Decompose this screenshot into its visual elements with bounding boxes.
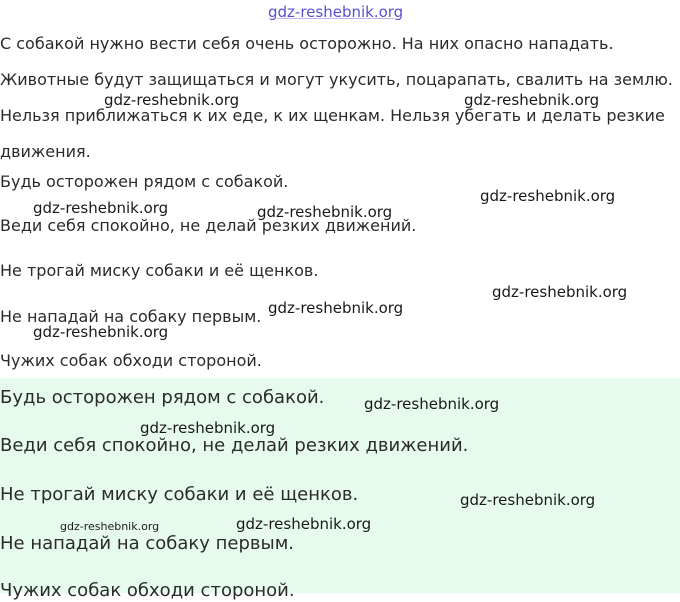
highlighted-line: Не нападай на собаку первым. [0,533,295,554]
text-line: Животные будут защищаться и могут укусить, поцарапать, свалить на землю. [0,70,673,89]
watermark-text: gdz-reshebnik.org [236,515,372,533]
watermark-text: gdz-reshebnik.org [33,199,169,217]
watermark-text: gdz-reshebnik.org [140,419,276,437]
watermark-text: gdz-reshebnik.org [33,323,169,341]
watermark-text: gdz-reshebnik.org [480,187,616,205]
watermark-text: gdz-reshebnik.org [364,395,500,413]
watermark-text: gdz-reshebnik.org [460,491,596,509]
watermark-text: gdz-reshebnik.org [492,283,628,301]
text-line: Веди себя спокойно, не делай резких движений. [0,216,417,235]
highlighted-line: Будь осторожен рядом с собакой. [0,387,325,408]
site-watermark-header[interactable]: gdz-reshebnik.org [268,3,404,21]
text-line: Будь осторожен рядом с собакой. [0,172,289,191]
text-line: Чужих собак обходи стороной. [0,351,262,370]
highlighted-line: Веди себя спокойно, не делай резких движений. [0,435,469,456]
watermark-text: gdz-reshebnik.org [60,520,160,533]
highlighted-line: Не трогай миску собаки и её щенков. [0,484,359,505]
watermark-text: gdz-reshebnik.org [268,299,404,317]
text-line: Не нападай на собаку первым. [0,307,262,326]
text-line: Нельзя приближаться к их еде, к их щенкам. Нельзя убегать и делать резкие [0,106,665,125]
highlighted-line: Чужих собак обходи стороной. [0,580,295,601]
watermark-text: gdz-reshebnik.org [464,91,600,109]
text-line: движения. [0,142,91,161]
watermark-text: gdz-reshebnik.org [104,91,240,109]
text-line: Не трогай миску собаки и её щенков. [0,261,319,280]
text-line: С собакой нужно вести себя очень осторожно. На них опасно нападать. [0,34,614,53]
watermark-text: gdz-reshebnik.org [257,203,393,221]
